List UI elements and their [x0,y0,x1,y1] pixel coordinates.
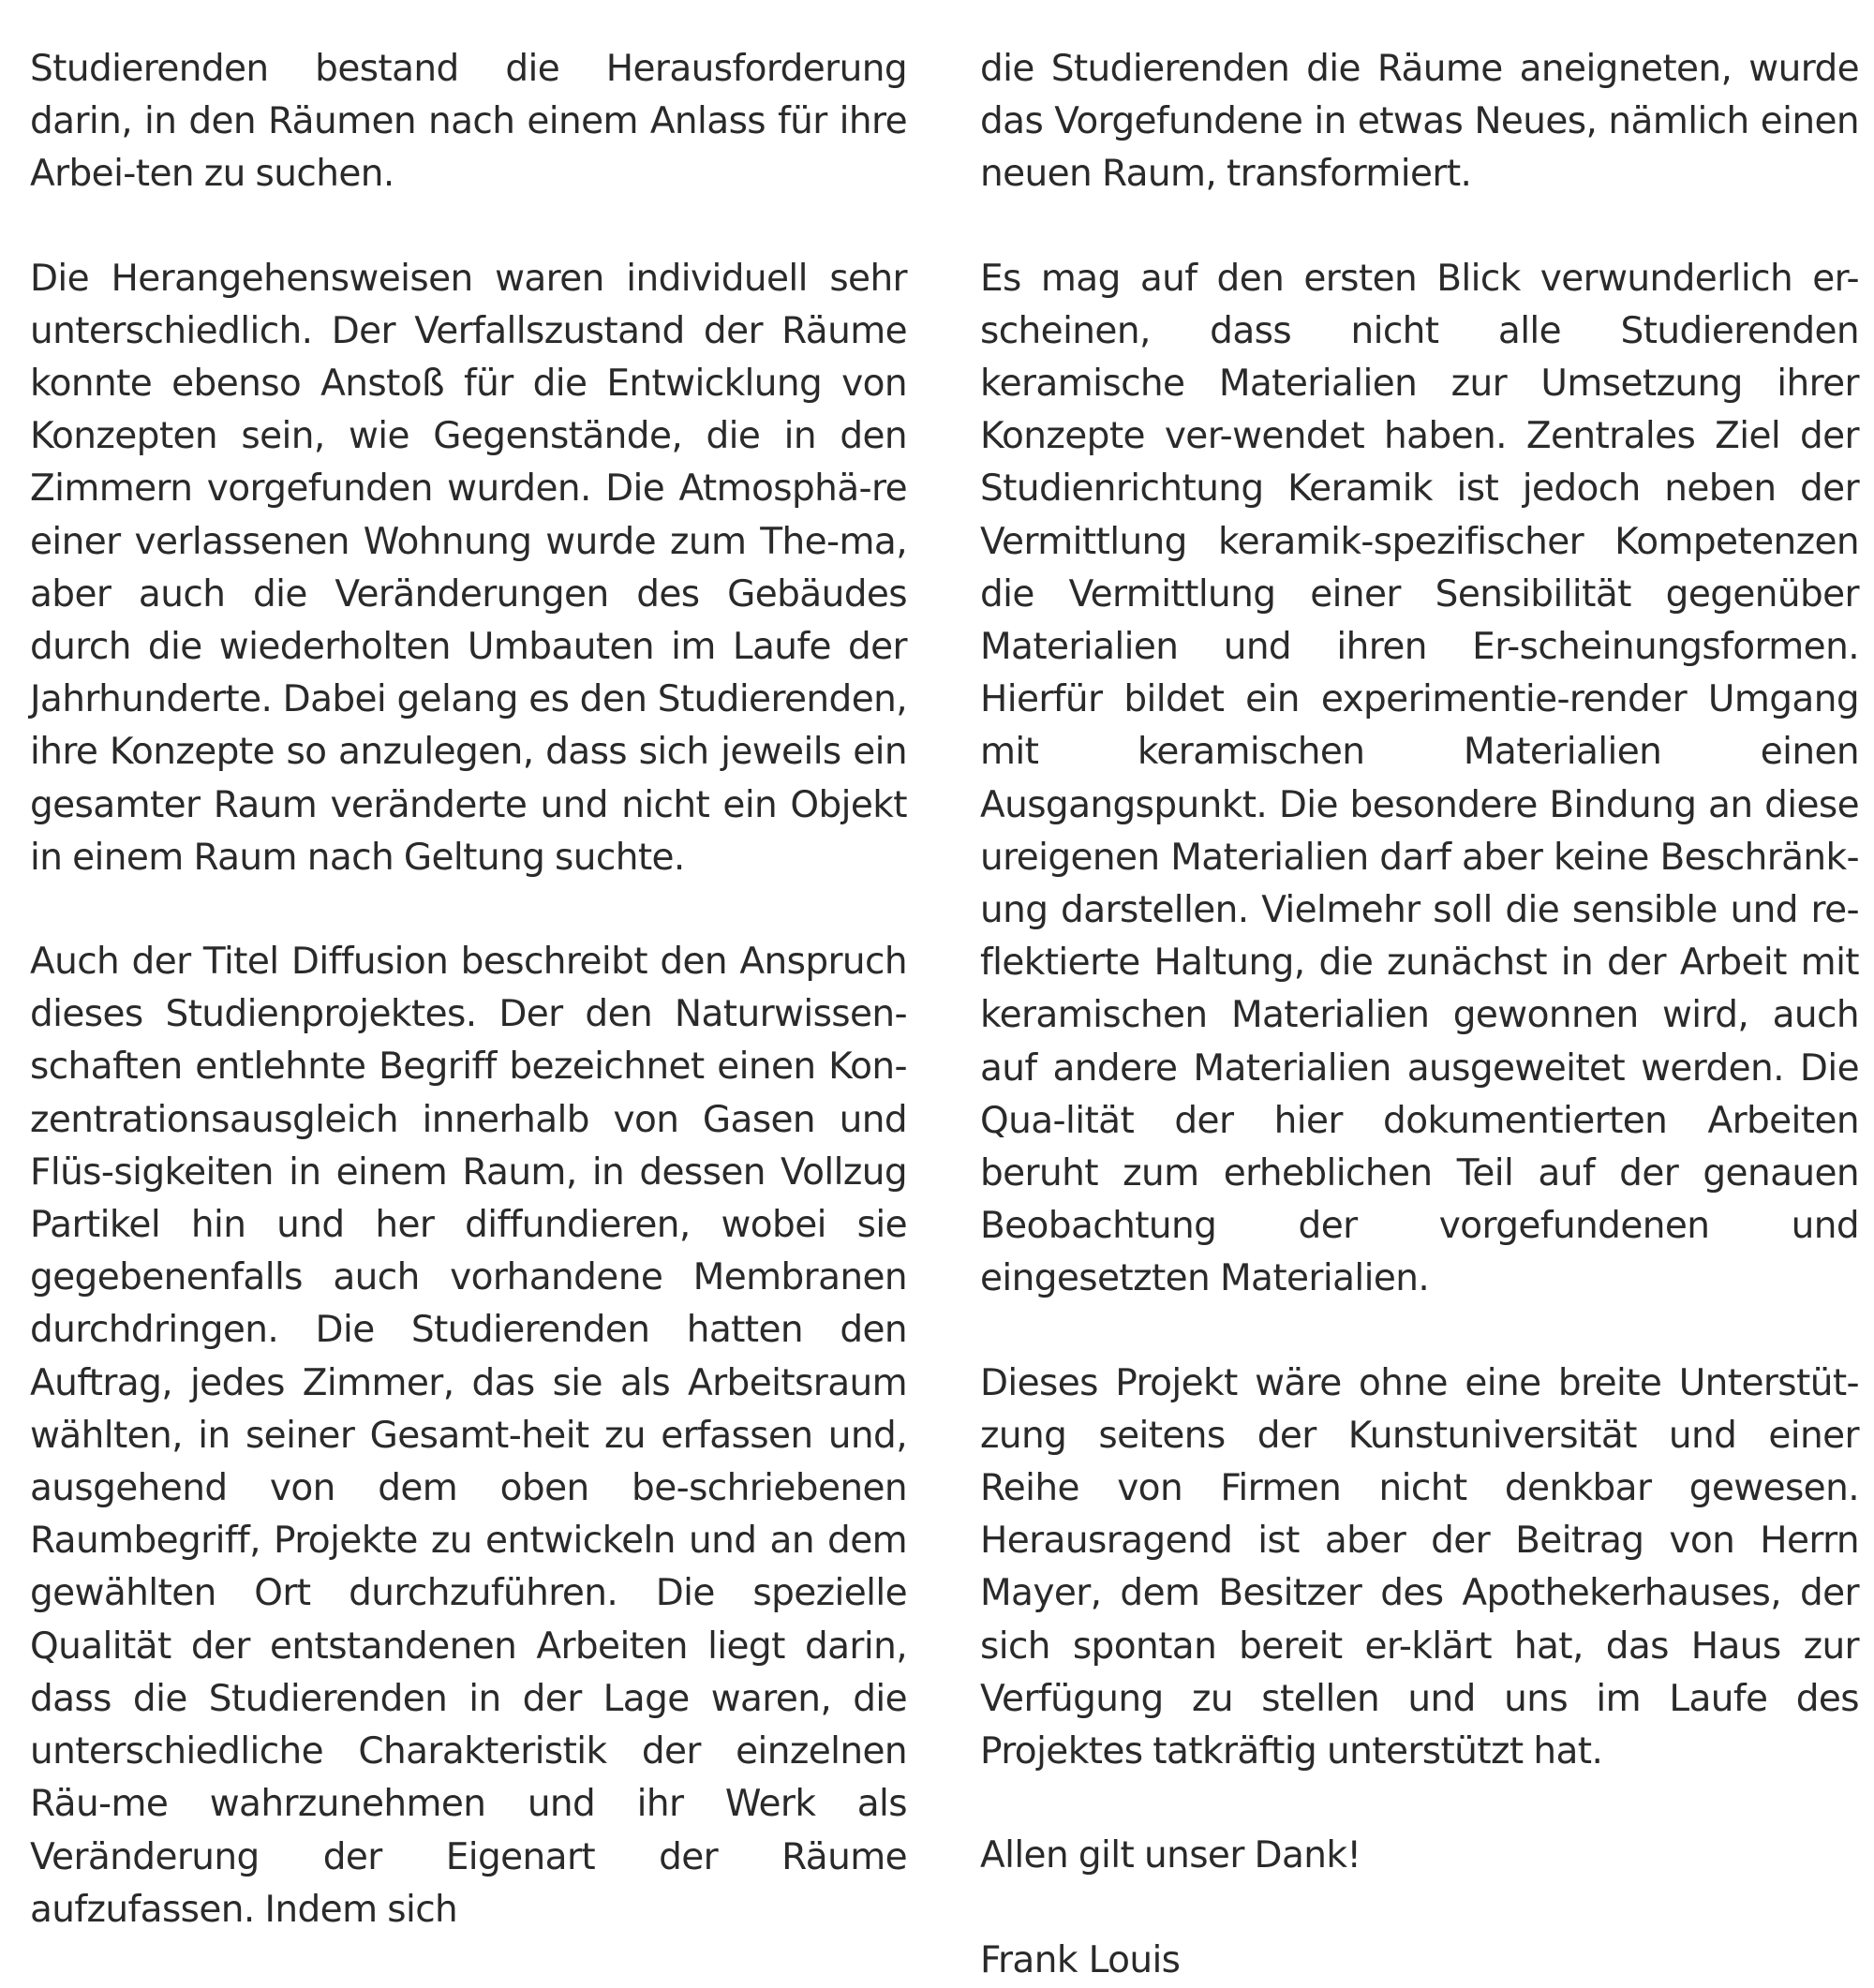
right-column [980,43,1859,1987]
right-paragraph-3: Dieses Projekt wäre ohne eine breite Unterstüt-zung seitens der Kunstuniversität und einer Reihe von Firmen nicht denkbar gewesen. Herausragend ist aber der Beitrag von Herrn Mayer, dem Besitzer des Apothekerhauses, der sich spontan bereit er-klärt hat, das Haus zur Verfügung zu stellen und uns im Laufe des Projektes tatkräftig unterstützt hat. [980,1361,1859,1773]
right-paragraph-4: Allen gilt unser Dank! [980,1834,1361,1877]
left-paragraph-1: Studierenden bestand die Herausforderung darin, in den Räumen nach einem Anlass für ihre Arbei-ten zu suchen. [30,48,907,196]
left-paragraph-2: Die Herangehensweisen waren individuell sehr unterschiedlich. Der Verfallszustand der Räume konnte ebenso Anstoß für die Entwicklung von Konzepten sein, wie Gegenstände, die in den Zimmern vorgefunden wurden. Die Atmosphä-re einer verlassenen Wohnung wurde zum The-ma, aber auch die Veränderungen des Gebäudes durch die wiederholten Umbauten im Laufe der Jahrhunderte. Dabei gelang es den Studierenden, ihre Konzepte so anzulegen, dass sich jeweils ein gesamter Raum veränderte und nicht ein Objekt in einem Raum nach Geltung suchte. [30,257,907,879]
right-paragraph-2: Es mag auf den ersten Blick verwunderlich er-scheinen, dass nicht alle Studierenden keramische Materialien zur Umsetzung ihrer Konzepte ver-wendet haben. Zentrales Ziel der Studienrichtung Keramik ist jedoch neben der Vermittlung keramik-spezifischer Kompetenzen die Vermittlung einer Sensibilität gegenüber Materialien und ihren Er-scheinungsformen. Hierfür bildet ein experimentie-render Umgang mit keramischen Materialien einen Ausgangspunkt. Die besondere Bindung an diese ureigenen Materialien darf aber keine Beschränk-ung darstellen. Vielmehr soll die sensible und re-flektierte Haltung, die zunächst in der Arbeit mit keramischen Materialien gewonnen wird, auch auf andere Materialien ausgeweitet werden. Die Qua-lität der hier dokumentierten Arbeiten beruht zum erheblichen Teil auf der genauen Beobachtung der vorgefundenen und eingesetzten Materialien. [980,257,1859,1300]
left-paragraph-3: Auch der Titel Diffusion beschreibt den Anspruch dieses Studienprojektes. Der den Naturwissen-schaften entlehnte Begriff bezeichnet einen Kon-zentrationsausgleich innerhalb von Gasen und Flüs-sigkeiten in einem Raum, in dessen Vollzug Partikel hin und her diffundieren, wobei sie gegebenenfalls auch vorhandene Membranen durchdringen. Die Studierenden hatten den Auftrag, jedes Zimmer, das sie als Arbeitsraum wählten, in seiner Gesamt-heit zu erfassen und, ausgehend von dem oben be-schriebenen Raumbegriff, Projekte zu entwickeln und an dem gewählten Ort durchzuführen. Die spezielle Qualität der entstandenen Arbeiten liegt darin, dass die Studierenden in der Lage waren, die unterschiedliche Charakteristik der einzelnen Räu-me wahrzunehmen und ihr Werk als Veränderung der Eigenart der Räume aufzufassen. Indem sich [30,941,907,1931]
author-signature: Frank Louis [980,1938,1181,1981]
right-paragraph-1: die Studierenden die Räume aneigneten, wurde das Vorgefundene in etwas Neues, nämlich einen neuen Raum, transformiert. [980,48,1859,196]
left-column [30,43,907,1988]
